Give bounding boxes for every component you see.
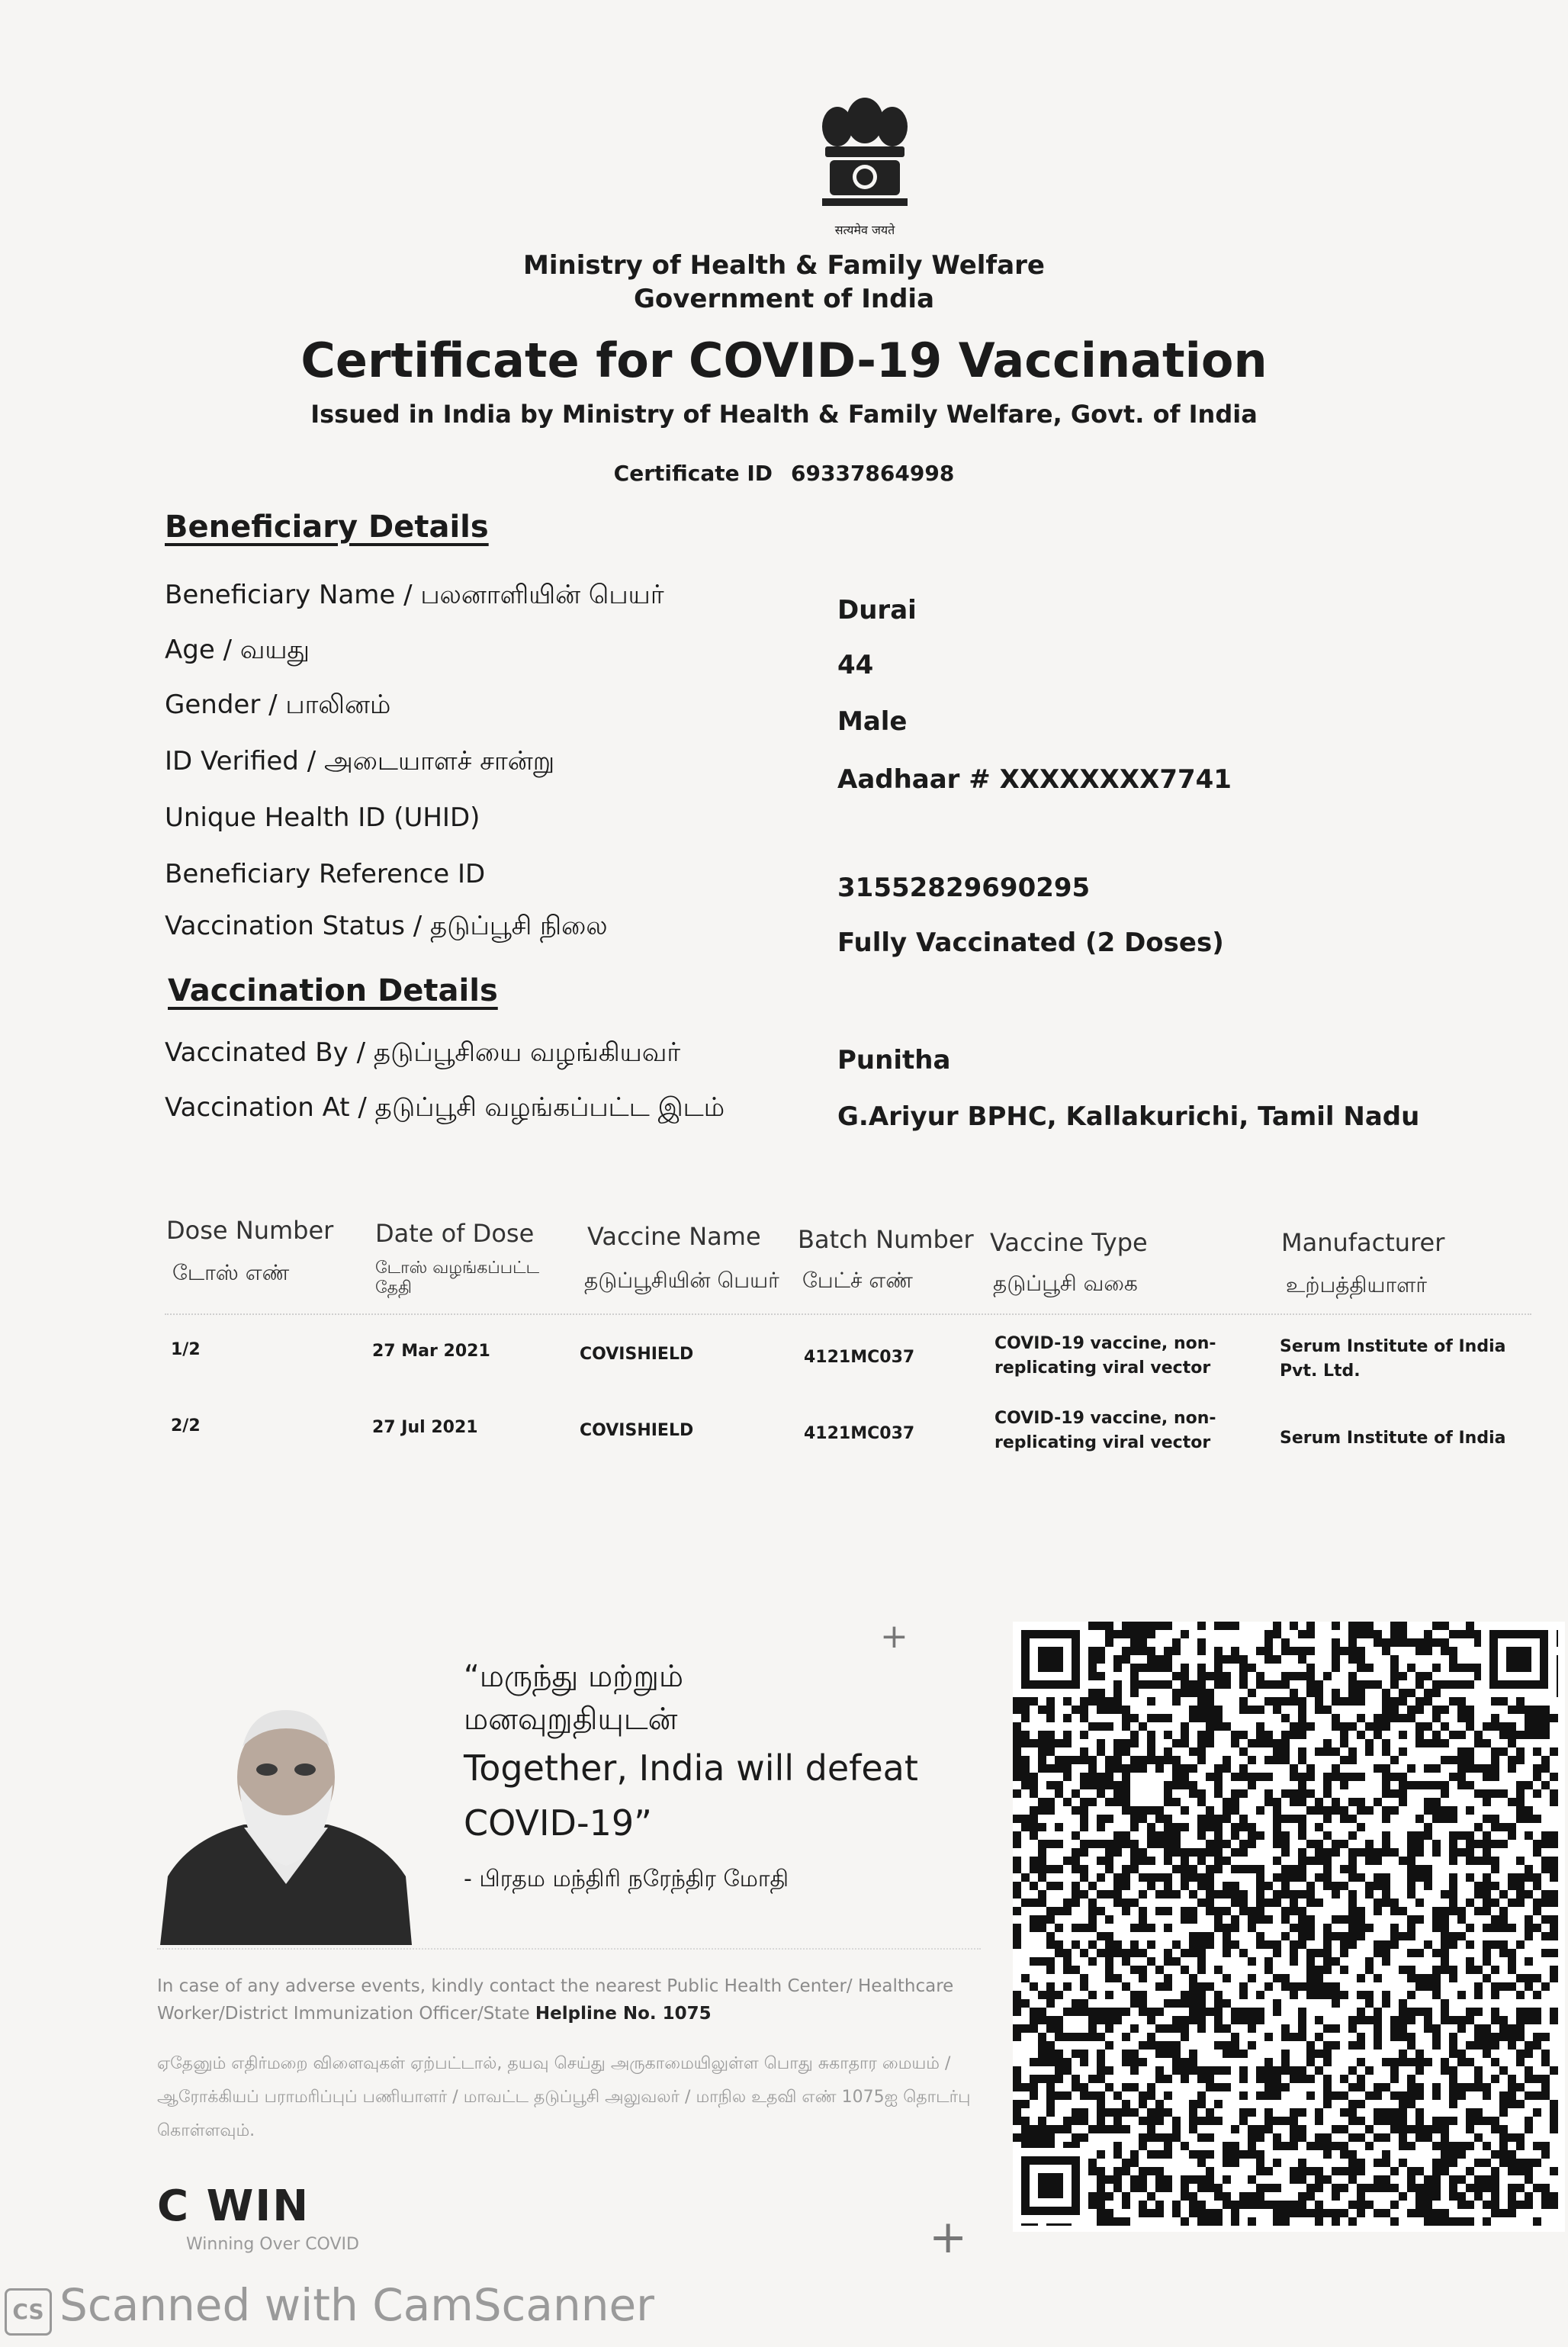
vaccination-at-value: G.Ariyur BPHC, Kallakurichi, Tamil Nadu	[837, 1101, 1420, 1132]
id-verified-label: ID Verified / அடையாளச் சான்று	[165, 746, 555, 776]
header-dose-number-ta: டோஸ் எண்	[172, 1260, 290, 1285]
vaccinated-by-value: Punitha	[837, 1045, 951, 1075]
issued-by: Issued in India by Ministry of Health & Family Welfare, Govt. of India	[310, 400, 1258, 429]
beneficiary-section-title: Beneficiary Details	[165, 510, 489, 545]
reference-id-value: 31552829690295	[837, 873, 1091, 903]
quote-english: Together, India will defeat COVID-19”	[464, 1747, 918, 1844]
emblem-motto: सत्यमेव जयते	[834, 223, 895, 237]
header-dose-number: Dose Number	[166, 1216, 334, 1245]
vaccination-status-label: Vaccination Status / தடுப்பூசி நிலை	[165, 911, 608, 941]
header-manufacturer-ta: உற்பத்தியாளர்	[1286, 1272, 1428, 1297]
adverse-events-text: In case of any adverse events, kindly contact the nearest Public Health Center/ Healthcare Worker/District Immunization Officer/State	[157, 1976, 954, 2024]
national-emblem	[815, 90, 915, 250]
dose-2-batch: 4121MC037	[804, 1424, 915, 1443]
cowin-tagline: Winning Over COVID	[186, 2235, 359, 2254]
dose-1-type: COVID-19 vaccine, non-replicating viral vector	[994, 1334, 1216, 1378]
header-vaccine-name: Vaccine Name	[587, 1222, 761, 1251]
certificate-title: Certificate for COVID-19 Vaccination	[300, 333, 1268, 388]
dose-1-number: 1/2	[171, 1340, 201, 1359]
quote-divider	[157, 1948, 981, 1950]
adverse-events-notice-tamil: ஏதேனும் எதிர்மறை விளைவுகள் ஏற்பட்டால், தயவு செய்து அருகாமையிலுள்ள பொது சுகாதார மையம் / ஆரோக்கியப் பராமரிப்புப் பணியாளர் / மாவட்ட தடுப்பூசி அலுவலர் / மாநில உதவி எண் 1075ஐ தொடர்பு கொள்ளவும்.	[157, 2054, 971, 2140]
certificate-id	[0, 461, 1568, 486]
age-value: 44	[837, 650, 874, 680]
id-verified-value: Aadhaar # XXXXXXXX7741	[837, 764, 1232, 795]
header-vaccine-type: Vaccine Type	[990, 1228, 1148, 1257]
header-batch-number-ta: பேட்ச் எண்	[802, 1268, 913, 1293]
registration-mark-icon: +	[929, 2210, 968, 2264]
registration-mark-icon: +	[880, 1617, 908, 1656]
ministry-name: Ministry of Health & Family Welfare	[523, 250, 1045, 281]
quote-tamil	[464, 1655, 683, 1741]
dose-2-number: 2/2	[171, 1416, 201, 1436]
government-name: Government of India	[633, 284, 935, 314]
dose-1-batch: 4121MC037	[804, 1348, 915, 1367]
vaccination-at-label: Vaccination At / தடுப்பூசி வழங்கப்பட்ட இடம்	[165, 1092, 725, 1123]
uhid-label: Unique Health ID (UHID)	[165, 802, 480, 833]
helpline-number: Helpline No. 1075	[535, 2004, 712, 2024]
dose-2-type: COVID-19 vaccine, non-replicating viral vector	[994, 1409, 1216, 1452]
header-vaccine-type-ta: தடுப்பூசி வகை	[993, 1271, 1138, 1296]
table-header-divider	[165, 1313, 1531, 1315]
certificate-id-label: Certificate ID	[613, 461, 773, 486]
header-date-of-dose: Date of Dose	[375, 1219, 535, 1248]
dose-2-date: 27 Jul 2021	[372, 1418, 478, 1437]
dose-1-vaccine-name: COVISHIELD	[580, 1345, 694, 1364]
vaccination-section-title: Vaccination Details	[168, 973, 498, 1008]
quote-tamil-line-1: “மருந்து மற்றும்	[464, 1659, 684, 1694]
certificate-id-value: 69337864998	[791, 461, 955, 486]
qr-code	[1013, 1622, 1565, 2232]
adverse-events-notice	[157, 1972, 1004, 2027]
gender-label: Gender / பாலினம்	[165, 690, 391, 720]
cowin-logo: C WIN	[157, 2181, 310, 2231]
age-label: Age / வயது	[165, 635, 310, 665]
beneficiary-name-label: Beneficiary Name / பலனாளியின் பெயர்	[165, 580, 664, 610]
dose-1-manufacturer: Serum Institute of India Pvt. Ltd.	[1280, 1337, 1506, 1381]
vaccination-status-value: Fully Vaccinated (2 Doses)	[837, 928, 1224, 958]
vaccinated-by-label: Vaccinated By / தடுப்பூசியை வழங்கியவர்	[165, 1037, 681, 1068]
dose-2-vaccine-name: COVISHIELD	[580, 1421, 694, 1440]
camscanner-watermark: Scanned with CamScanner	[59, 2279, 655, 2331]
beneficiary-name-value: Durai	[837, 595, 917, 625]
header-batch-number: Batch Number	[798, 1225, 974, 1254]
quote-attribution: - பிரதம மந்திரி நரேந்திர மோதி	[464, 1866, 789, 1892]
header-vaccine-name-ta: தடுப்பூசியின் பெயர்	[584, 1268, 779, 1293]
reference-id-label: Beneficiary Reference ID	[165, 859, 486, 889]
quote-tamil-line-2: மனவுறுதியுடன்	[464, 1702, 678, 1737]
prime-minister-photo	[160, 1693, 412, 1945]
camscanner-logo-icon: CS	[5, 2288, 52, 2336]
dose-1-date: 27 Mar 2021	[372, 1342, 490, 1361]
gender-value: Male	[837, 706, 908, 737]
header-date-of-dose-ta: டோஸ் வழங்கப்பட்ட தேதி	[375, 1259, 540, 1297]
dose-2-manufacturer: Serum Institute of India	[1280, 1429, 1506, 1448]
header-manufacturer: Manufacturer	[1281, 1228, 1445, 1257]
